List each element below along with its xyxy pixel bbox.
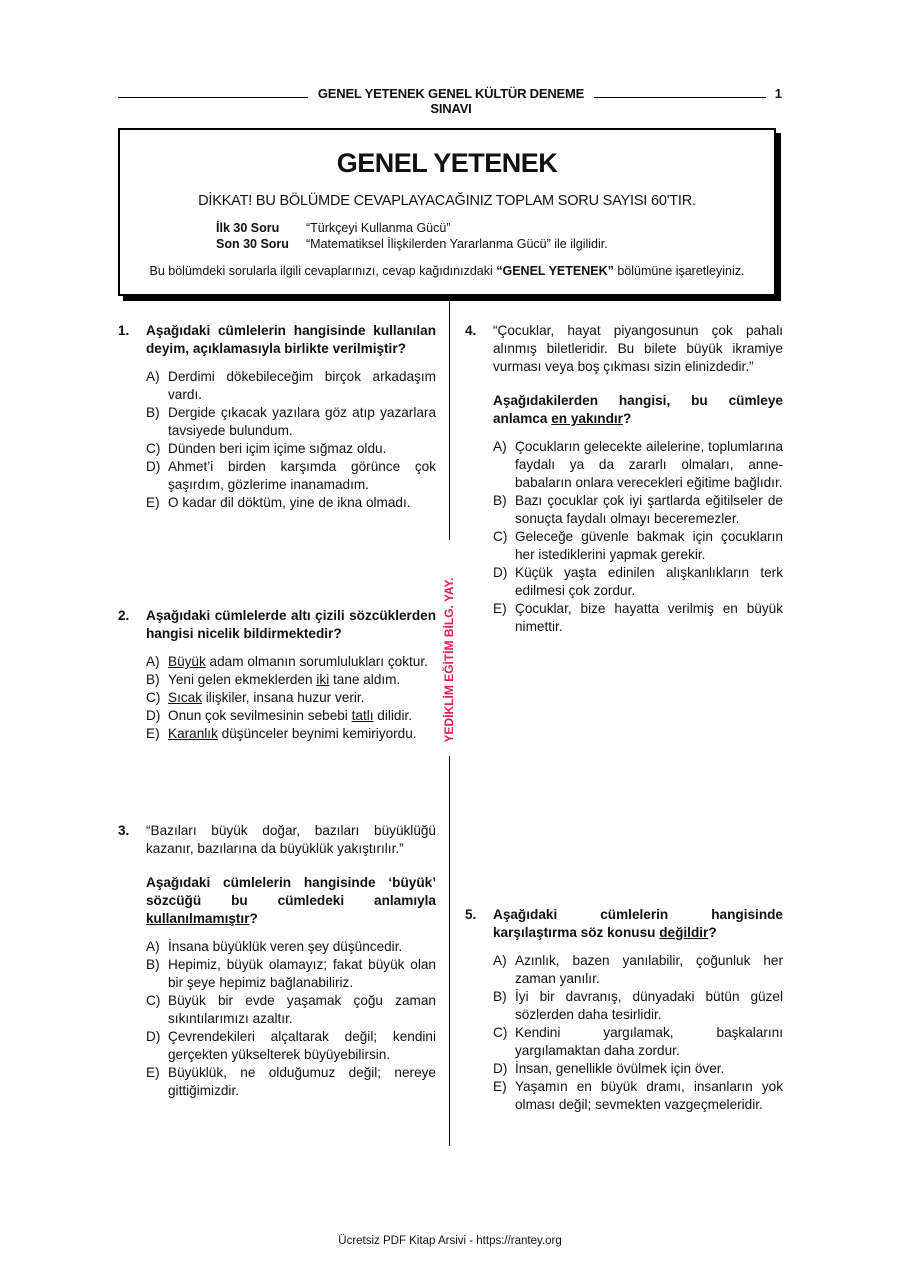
option-d[interactable]: D) Çevrendekileri alçaltarak değil; kendini gerçekten yükselterek büyüyebilirsin.: [146, 1029, 436, 1062]
last-30-text: “Matematiksel İlişkilerden Yararlanma Gücü” ile ilgilidir.: [306, 237, 608, 251]
option-list: [146, 368, 436, 512]
option-c[interactable]: C) Kendini yargılamak, başkalarını yargılamaktan daha zordur.: [493, 1025, 783, 1058]
section-title: GENEL YETENEK: [336, 148, 558, 178]
question-number: 2.: [118, 608, 130, 623]
option-a[interactable]: A) Derdimi dökebileceğim birçok arkadaşım vardı.: [146, 369, 436, 402]
question-number: 5.: [465, 907, 477, 922]
option-e[interactable]: E) O kadar dil döktüm, yine de ikna olmadı.: [146, 495, 411, 510]
section-intro-box: [118, 128, 776, 296]
page-footer: Ücretsiz PDF Kitap Arsivi - https://rantey.org: [338, 1235, 562, 1247]
option-e[interactable]: E) Çocuklar, bize hayatta verilmiş en büyük nimettir.: [493, 601, 783, 634]
option-a[interactable]: A) Çocukların gelecekte ailelerine, toplumlarına faydalı ya da zararlı olmaları, anne-babaların onlara verecekleri eğitime bağlıdır.: [493, 439, 783, 490]
page-number: 1: [774, 86, 782, 101]
question-1: [118, 322, 436, 512]
option-c[interactable]: C) Sıcak ilişkiler, insana huzur verir.: [146, 690, 365, 705]
exam-title: GENEL YETENEK GENEL KÜLTÜR DENEME SINAVI: [317, 86, 585, 116]
option-d[interactable]: D) Ahmet’i birden karşımda görünce çok şaşırdım, gözlerime inanamadım.: [146, 459, 436, 492]
last-30-row: [216, 237, 608, 251]
question-3: [118, 822, 436, 1100]
header-rule-left: [118, 97, 308, 98]
running-header: [118, 86, 782, 116]
option-d[interactable]: D) İnsan, genellikle övülmek için över.: [493, 1061, 725, 1076]
question-number: 3.: [118, 823, 130, 838]
publisher-mark: YEDİKLİM EĞİTİM BİLG. YAY.: [442, 577, 456, 743]
underlined-word: tatlı: [351, 708, 374, 723]
option-e[interactable]: E) Yaşamın en büyük dramı, insanların yok olması değil; sevmekten vazgeçmeleridir.: [493, 1079, 783, 1112]
question-stem: Aşağıdaki cümlelerin hangisinde kullanılan deyim, açıklamasıyla birlikte verilmiştir?: [146, 323, 436, 356]
question-4: [465, 322, 783, 636]
option-d[interactable]: D) Onun çok sevilmesinin sebebi tatlı dilidir.: [146, 708, 413, 723]
question-stem: Aşağıdaki cümlelerde altı çizili sözcüklerden hangisi nicelik bildirmektedir?: [146, 608, 436, 641]
question-2: [118, 607, 436, 743]
option-a[interactable]: A) Azınlık, bazen yanılabilir, çoğunluk her zaman yanılır.: [493, 953, 783, 986]
option-c[interactable]: C) Dünden beri içim içime sığmaz oldu.: [146, 441, 387, 456]
option-e[interactable]: E) Karanlık düşünceler beynimi kemiriyordu.: [146, 726, 417, 741]
option-e[interactable]: E) Büyüklük, ne olduğumuz değil; nereye gittiğimizdir.: [146, 1065, 436, 1098]
first-30-row: [216, 221, 451, 235]
option-b[interactable]: B) İyi bir davranış, dünyadaki bütün güzel sözlerden daha tesirlidir.: [493, 989, 783, 1022]
header-rule-right: [594, 97, 766, 98]
question-ask: Aşağıdakilerden hangisi, bu cümleye anlamca en yakındır?: [493, 393, 783, 426]
option-c[interactable]: C) Büyük bir evde yaşamak çoğu zaman sıkıntılarımızı azaltır.: [146, 993, 436, 1026]
section-warning: DİKKAT! BU BÖLÜMDE CEVAPLAYACAĞINIZ TOPLAM SORU SAYISI 60'TIR.: [198, 193, 696, 209]
underlined-word: Karanlık: [168, 726, 218, 741]
first-30-text: “Türkçeyi Kullanma Gücü”: [306, 221, 451, 235]
answer-sheet-note: Bu bölümdeki sorularla ilgili cevaplarınızı, cevap kağıdınızdaki “GENEL YETENEK” bölümüne işaretleyiniz.: [149, 264, 745, 278]
underlined-word: Büyük: [168, 654, 206, 669]
option-d[interactable]: D) Küçük yaşta edinilen alışkanlıkların terk edilmesi çok zordur.: [493, 565, 783, 598]
question-stem: Aşağıdaki cümlelerin hangisinde karşılaştırma söz konusu değildir?: [493, 907, 783, 940]
option-list: [493, 952, 783, 1114]
column-divider-top: [449, 300, 450, 540]
option-a[interactable]: A) Büyük adam olmanın sorumlulukları çoktur.: [146, 654, 428, 669]
underlined-word: Sıcak: [168, 690, 202, 705]
option-list: [146, 653, 436, 743]
question-quote: “Çocuklar, hayat piyangosunun çok pahalı alınmış biletleridir. Bu bilete büyük ikramiye vurması veya boş çıkması sizin elinizdedir.”: [493, 323, 783, 374]
option-b[interactable]: B) Dergide çıkacak yazılara göz atıp yazarlara tavsiyede bulundum.: [146, 405, 436, 438]
option-list: [146, 938, 436, 1100]
option-c[interactable]: C) Geleceğe güvenle bakmak için çocukların her istediklerini yapmak gerekir.: [493, 529, 783, 562]
question-quote: “Bazıları büyük doğar, bazıları büyüklüğü kazanır, bazılarına da büyüklük yakıştırılır.”: [146, 823, 436, 856]
option-b[interactable]: B) Hepimiz, büyük olamayız; fakat büyük olan bir şeye hepimiz bağlanabiliriz.: [146, 957, 436, 990]
last-30-label: Son 30 Soru: [216, 237, 289, 251]
underlined-word: iki: [316, 672, 330, 687]
column-divider-bottom: [449, 756, 450, 1146]
option-b[interactable]: B) Yeni gelen ekmeklerden iki tane aldım.: [146, 672, 401, 687]
question-number: 4.: [465, 323, 477, 338]
question-5: [465, 906, 783, 1114]
option-list: [493, 438, 783, 636]
option-b[interactable]: B) Bazı çocuklar çok iyi şartlarda eğitilseler de sonuçta faydalı olmayı beceremezler.: [493, 493, 783, 526]
question-ask: Aşağıdaki cümlelerin hangisinde ‘büyük’ sözcüğü bu cümledeki anlamıyla kullanılmamıştır?: [146, 875, 436, 926]
option-a[interactable]: A) İnsana büyüklük veren şey düşüncedir.: [146, 939, 403, 954]
question-number: 1.: [118, 323, 130, 338]
first-30-label: İlk 30 Soru: [216, 221, 280, 235]
